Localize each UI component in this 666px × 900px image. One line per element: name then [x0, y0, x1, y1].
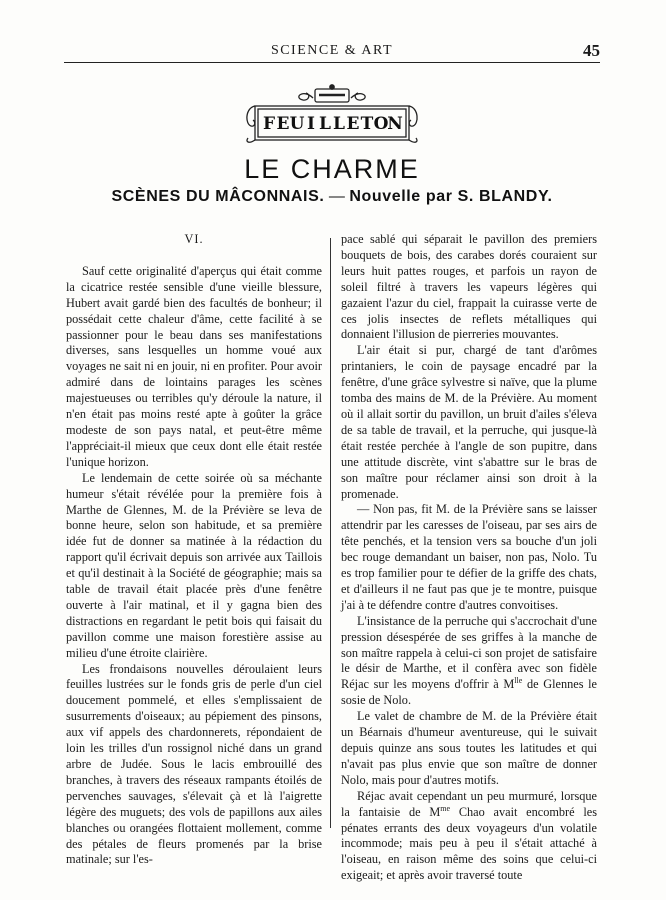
paragraph — [341, 614, 597, 709]
section-heading: VI. — [184, 232, 204, 246]
banner-letter: T — [360, 114, 374, 134]
banner-letter: L — [333, 114, 345, 134]
banner-letter: E — [276, 114, 290, 134]
banner-letter: E — [346, 114, 360, 134]
paragraph: Les frondaisons nouvelles déroulaient leurs feuilles lustrées sur le fonds gris de perle d'un ciel doucement pommelé, et elles s'emplissaient de susurrements d'oiseaux; au pépiement des pinsons, aux vif appels des chardonnerets, répondaient de loin les trilles d'un rossignol niché dans un grand arbre de Judée. Sous le lacis embrouillé des branches, à travers des réseaux rampants étoilés de pervenches sauvages, s'élevait çà et là l'aigrette légère des muguets; des vols de papillons aux ailes blanches ou orangées flottaient mollement, comme des pétales de fleurs promenés par la brise matinale; sur l'es- — [66, 661, 322, 867]
paragraph: Sauf cette originalité d'aperçus qui était comme la cicatrice restée sensible d'une vieille blessure, Hubert avait gardé bien des facultés de bonheur; il possédait cette chaleur d'âme, cette facilité à se passionner pour le beau dans ses manifestations diverses, sans lesquelles un homme voué aux voyages ne sait ni en jouir, ni en profiter. Pour avoir admiré dans de lointains parages les scènes majestueuses ou terribles qu'y déroule la nature, il n'en était pas moins resté apte à goûter la grâce modeste de son pays natal, et peut-être même l'appréciait-il mieux que ceux dont elle était restée l'unique horizon. — [66, 263, 322, 469]
story-title: LE CHARME — [244, 154, 420, 184]
paragraph: Le lendemain de cette soirée où sa méchante humeur s'était révélée pour la première fois à Marthe de Glennes, M. de la Prévière se leva de bonne heure, selon son habitude, et sa première idée fut de donner sa matinée à la rédaction du rapport qu'il écrivait depuis son arrivée aux Taillois et qu'il destinait à la Société de géographie; mais sa table de travail était placée près d'une fenêtre ouverte à l'air matinal, et il y gagna bien des distractions en regardant le petit bois qui faisait du pavillon comme une maison forestière assise au milieu d'une étroite clairière. — [66, 470, 322, 660]
paragraph-text: Réjac avait cependant un peu murmuré, lorsque la fantaisie de M — [341, 788, 597, 819]
running-title: SCIENCE & ART — [270, 43, 394, 58]
paragraph-continuation: pace sablé qui séparait le pavillon des premiers bouquets de bois, des carabes dorés couraient sur leurs huit pattes rouges, et parfois un rayon de soleil filtré à travers les vapeurs légères qui gazaient l'azur du ciel, frappait la cuirasse verte de ces jolis insectes de reflets métalliques qui donnaient l'illusion de pierreries mouvantes. — [341, 232, 597, 342]
paragraph — [341, 789, 597, 884]
subtitle-author: Nouvelle par S. BLANDY. — [349, 188, 553, 205]
scroll-ornament-icon — [243, 84, 421, 150]
story-subtitle — [64, 188, 600, 206]
left-column — [66, 232, 322, 868]
paragraph: Le valet de chambre de M. de la Prévière était un Béarnais d'humeur aventureuse, qui le suivait depuis quinze ans sous toutes les latitudes et qui n'avait pas plus envie que son maître de donner Nolo, mais pour d'autres motifs. — [341, 709, 597, 787]
feuilleton-banner — [243, 84, 421, 150]
subtitle-dash: — — [328, 188, 350, 205]
column-divider — [330, 238, 331, 828]
paragraph: L'air était si pur, chargé de tant d'arômes printaniers, le coin de paysage encadré par la fenêtre, d'une grâce sylvestre si naïve, que la plume tomba des mains de M. de la Prévière. Au moment où il allait sortir du pavillon, un bruit d'ailes s'éleva de sa table de travail, et la perruche, qui jusque-là était restée perchée à l'angle de son pupitre, dans une attitude discrète, vint s'abattre sur le bras de son maître pour réclamer ainsi son droit à la promenade. — [341, 343, 597, 501]
banner-letter: F — [262, 114, 276, 134]
paragraph-text: L'insistance de la perruche qui s'accrochait d'une pression désespérée de ses griffes à la manche de son maître rappela à celui-ci son projet de satisfaire le désir de Marthe, et il confèra avec son fidèle Réjac sur les moyens d'offrir à M — [341, 613, 597, 692]
banner-letter: I — [307, 114, 315, 134]
right-column — [341, 232, 597, 884]
banner-letter: O — [373, 114, 389, 134]
subtitle-place: SCÈNES DU MÂCONNAIS. — [111, 188, 325, 205]
paragraph-text: de Glennes le sosie de Nolo. — [341, 677, 598, 708]
paragraph: — Non pas, fit M. de la Prévière sans se laisser attendrir par les caresses de l'oiseau, par ses airs de tête penchés, et la tension vers sa bouche d'un joli bec rouge demandant un baiser, non pas, Nolo. Tu es trop familier pour te défier de la griffe des chats, et d'ailleurs il ne faut pas que je te montre, puisque j'ai à te défendre contre d'autres convoitises. — [341, 502, 597, 612]
banner-letter: N — [387, 114, 403, 134]
page-number: 45 — [583, 41, 600, 60]
superscript: me — [440, 803, 451, 813]
superscript: lle — [514, 676, 523, 686]
banner-letter: U — [289, 114, 305, 134]
running-header — [64, 40, 600, 63]
banner-letter: L — [319, 114, 331, 134]
paragraph-text: Chao avait encombré les pénates errants des deux voyageurs d'un volatile incommode; mais peu à peu il s'était attaché à l'oiseau, en raison même des soins que celui-ci exigeait; et après avoir traversé toute — [341, 804, 598, 883]
